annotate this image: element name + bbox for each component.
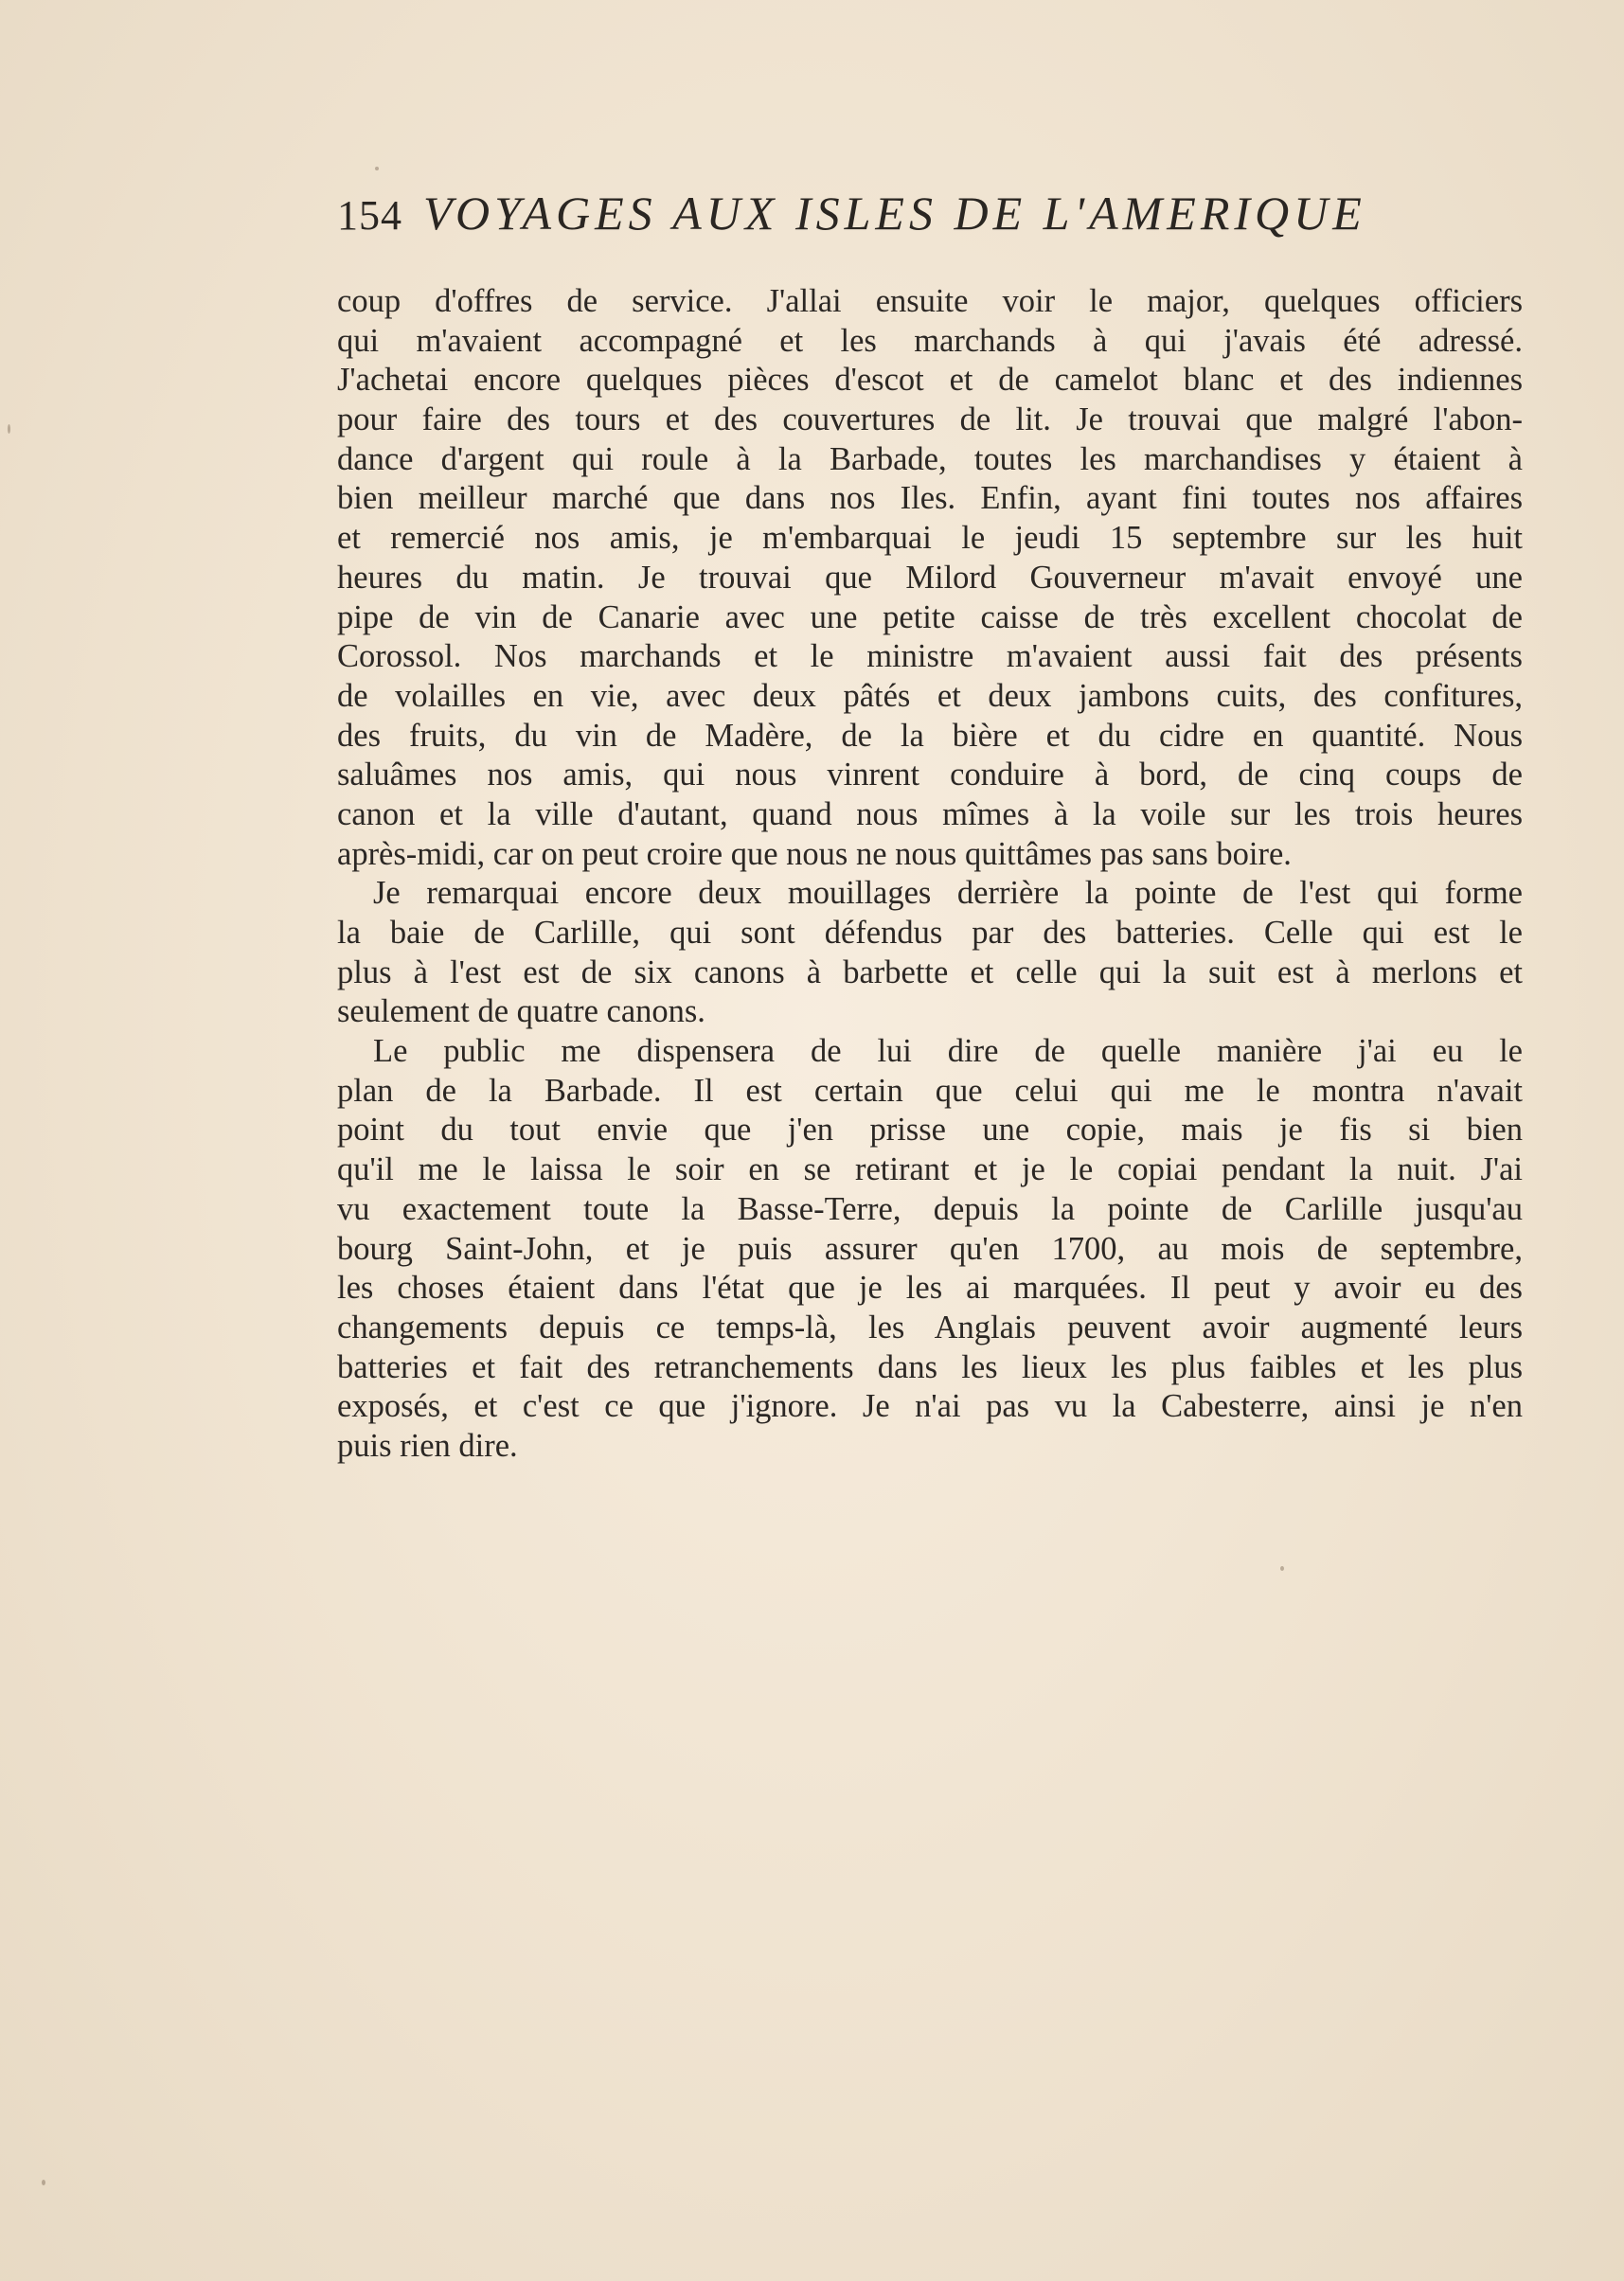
text-line: seulement de quatre canons.: [337, 993, 705, 1030]
text-line: plan de la Barbade. Il est certain que celui qui me le montra n'avait: [337, 1072, 1523, 1109]
paper-speck: [1280, 1566, 1284, 1571]
page-number: 154: [337, 192, 402, 239]
text-line: qu'il me le laissa le soir en se retirant et je le copiai pendant la nuit. J'ai: [337, 1151, 1523, 1188]
text-line: puis rien dire.: [337, 1427, 518, 1464]
text-line: bien meilleur marché que dans nos Iles. Enfin, ayant fini toutes nos affaires: [337, 480, 1523, 517]
text-line: heures du matin. Je trouvai que Milord Gouverneur m'avait envoyé une: [337, 559, 1523, 596]
text-line: Corossol. Nos marchands et le ministre m'avaient aussi fait des présents: [337, 638, 1523, 675]
text-line: canon et la ville d'autant, quand nous mîmes à la voile sur les trois heures: [337, 795, 1523, 832]
running-header: [337, 186, 1549, 252]
text-line: batteries et fait des retranchements dans les lieux les plus faibles et les plus: [337, 1348, 1523, 1385]
text-line: la baie de Carlille, qui sont défendus par des batteries. Celle qui est le: [337, 915, 1523, 951]
text-line: plus à l'est est de six canons à barbette et celle qui la suit est à merlons et: [337, 953, 1523, 990]
text-line: et remercié nos amis, je m'embarquai le jeudi 15 septembre sur les huit: [337, 520, 1523, 557]
paper-speck: [42, 2180, 45, 2185]
text-line: saluâmes nos amis, qui nous vinrent conduire à bord, de cinq coups de: [337, 757, 1523, 793]
text-line: coup d'offres de service. J'allai ensuite voir le major, quelques officiers: [337, 283, 1523, 319]
text-line: des fruits, du vin de Madère, de la bière et du cidre en quantité. Nous: [337, 717, 1523, 754]
text-line: qui m'avaient accompagné et les marchands à qui j'avais été adressé.: [337, 322, 1523, 359]
text-line: après-midi, car on peut croire que nous ne nous quittâmes pas sans boire.: [337, 835, 1292, 872]
text-line: les choses étaient dans l'état que je les ai marquées. Il peut y avoir eu des: [337, 1270, 1523, 1307]
text-line: pipe de vin de Canarie avec une petite caisse de très excellent chocolat de: [337, 598, 1523, 635]
text-line: exposés, et c'est ce que j'ignore. Je n'ai pas vu la Cabesterre, ainsi je n'en: [337, 1388, 1523, 1425]
text-line: Je remarquai encore deux mouillages derrière la pointe de l'est qui forme: [373, 875, 1523, 912]
running-title: VOYAGES AUX ISLES DE L'AMERIQUE: [423, 187, 1366, 240]
paper-speck: [375, 167, 379, 170]
text-line: J'achetai encore quelques pièces d'escot et de camelot blanc et des indiennes: [337, 362, 1523, 399]
text-line: dance d'argent qui roule à la Barbade, toutes les marchandises y étaient à: [337, 440, 1523, 477]
text-line: pour faire des tours et des couvertures de lit. Je trouvai que malgré l'abon-: [337, 401, 1523, 438]
paper-speck: [8, 424, 10, 434]
text-line: changements depuis ce temps-là, les Anglais peuvent avoir augmenté leurs: [337, 1309, 1523, 1345]
text-line: Le public me dispensera de lui dire de quelle manière j'ai eu le: [373, 1033, 1523, 1070]
text-line: bourg Saint-John, et je puis assurer qu'en 1700, au mois de septembre,: [337, 1230, 1523, 1267]
text-line: vu exactement toute la Basse-Terre, depuis la pointe de Carlille jusqu'au: [337, 1190, 1523, 1227]
body-text: [337, 282, 1523, 1467]
text-line: de volailles en vie, avec deux pâtés et deux jambons cuits, des confitures,: [337, 677, 1523, 714]
text-line: point du tout envie que j'en prisse une copie, mais je fis si bien: [337, 1112, 1523, 1149]
